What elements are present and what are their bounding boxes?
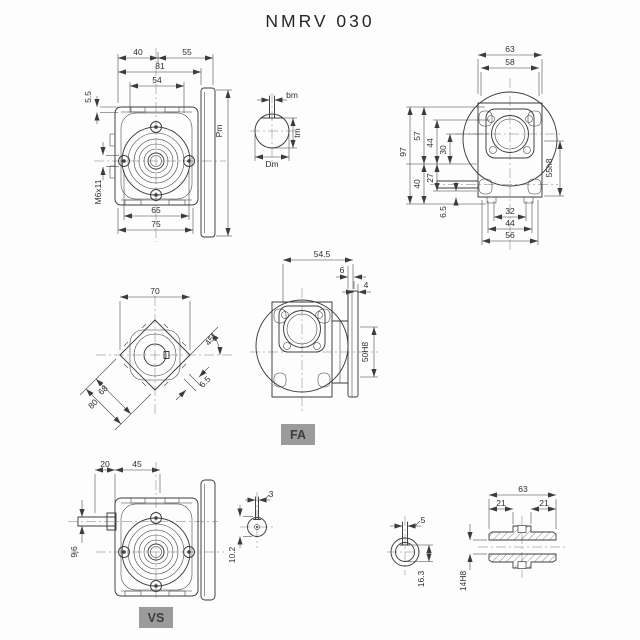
dim-5: 5 [420, 515, 426, 525]
dim-40b: 40 [412, 179, 422, 189]
dim-m6x11: M6x11 [93, 179, 103, 205]
dim-45deg: 45° [202, 331, 219, 348]
dim-45: 45 [132, 459, 142, 469]
dim-20: 20 [100, 459, 110, 469]
page-title: NMRV 030 [265, 11, 375, 31]
dim-63: 63 [505, 44, 515, 54]
view-vs [68, 459, 224, 628]
dim-4: 4 [363, 280, 369, 290]
dim-21-right: 21 [539, 498, 549, 508]
dim-44b: 44 [505, 218, 515, 228]
view-front [83, 47, 232, 242]
view-diagonal [80, 286, 234, 430]
dim-6-5-side: 6.5 [438, 206, 448, 218]
dim-32: 32 [505, 206, 515, 216]
dim-21-left: 21 [496, 498, 506, 508]
view-hollow-shaft-section [458, 484, 566, 591]
fa-output-flange [348, 291, 358, 397]
dim-14h8: 14H8 [458, 570, 468, 592]
vs-flange-plate [201, 480, 215, 600]
dim-10-2: 10.2 [227, 546, 237, 564]
dim-58: 58 [505, 57, 515, 67]
dim-30: 30 [438, 145, 448, 155]
fa-label: FA [290, 428, 306, 442]
view-output-shaft-section [250, 90, 302, 169]
dim-65: 65 [151, 205, 161, 215]
dim-57: 57 [412, 131, 422, 141]
dim-55: 55 [182, 47, 192, 57]
dim-dm: Dm [265, 159, 279, 169]
dim-6: 6 [339, 265, 345, 275]
dim-97: 97 [398, 147, 408, 157]
view-fa [250, 249, 378, 445]
dim-63b: 63 [518, 484, 528, 494]
dim-44: 44 [425, 138, 435, 148]
view-input-shaft-section [227, 489, 274, 563]
dim-54-5: 54.5 [313, 249, 331, 259]
view-side [398, 44, 564, 250]
dim-80: 80 [85, 396, 100, 411]
dim-50h8: 50H8 [360, 341, 370, 363]
dim-68: 68 [95, 382, 110, 397]
view-hollow-bore-section [387, 515, 433, 587]
dim-3: 3 [268, 489, 274, 499]
dim-9j6: 9j6 [69, 546, 79, 558]
dim-70: 70 [150, 286, 160, 296]
dim-16-3: 16.3 [416, 570, 426, 588]
dim-40: 40 [133, 47, 143, 57]
dim-54: 54 [152, 75, 162, 85]
dim-27: 27 [425, 173, 435, 183]
dim-55h8: 55h8 [544, 158, 554, 178]
dim-bm: bm [286, 90, 298, 100]
motor-flange-plate [201, 88, 215, 237]
dim-6-5-diag: 6.5 [197, 374, 213, 390]
dim-75: 75 [151, 219, 161, 229]
dim-81: 81 [155, 61, 165, 71]
keyway-top [518, 526, 526, 533]
vs-label: VS [147, 611, 165, 625]
keyway-bottom [518, 562, 526, 569]
dim-5-5: 5.5 [83, 91, 93, 103]
dim-tm: tm [292, 128, 302, 138]
dim-pm: Pm [214, 124, 224, 138]
dim-56: 56 [505, 230, 515, 240]
